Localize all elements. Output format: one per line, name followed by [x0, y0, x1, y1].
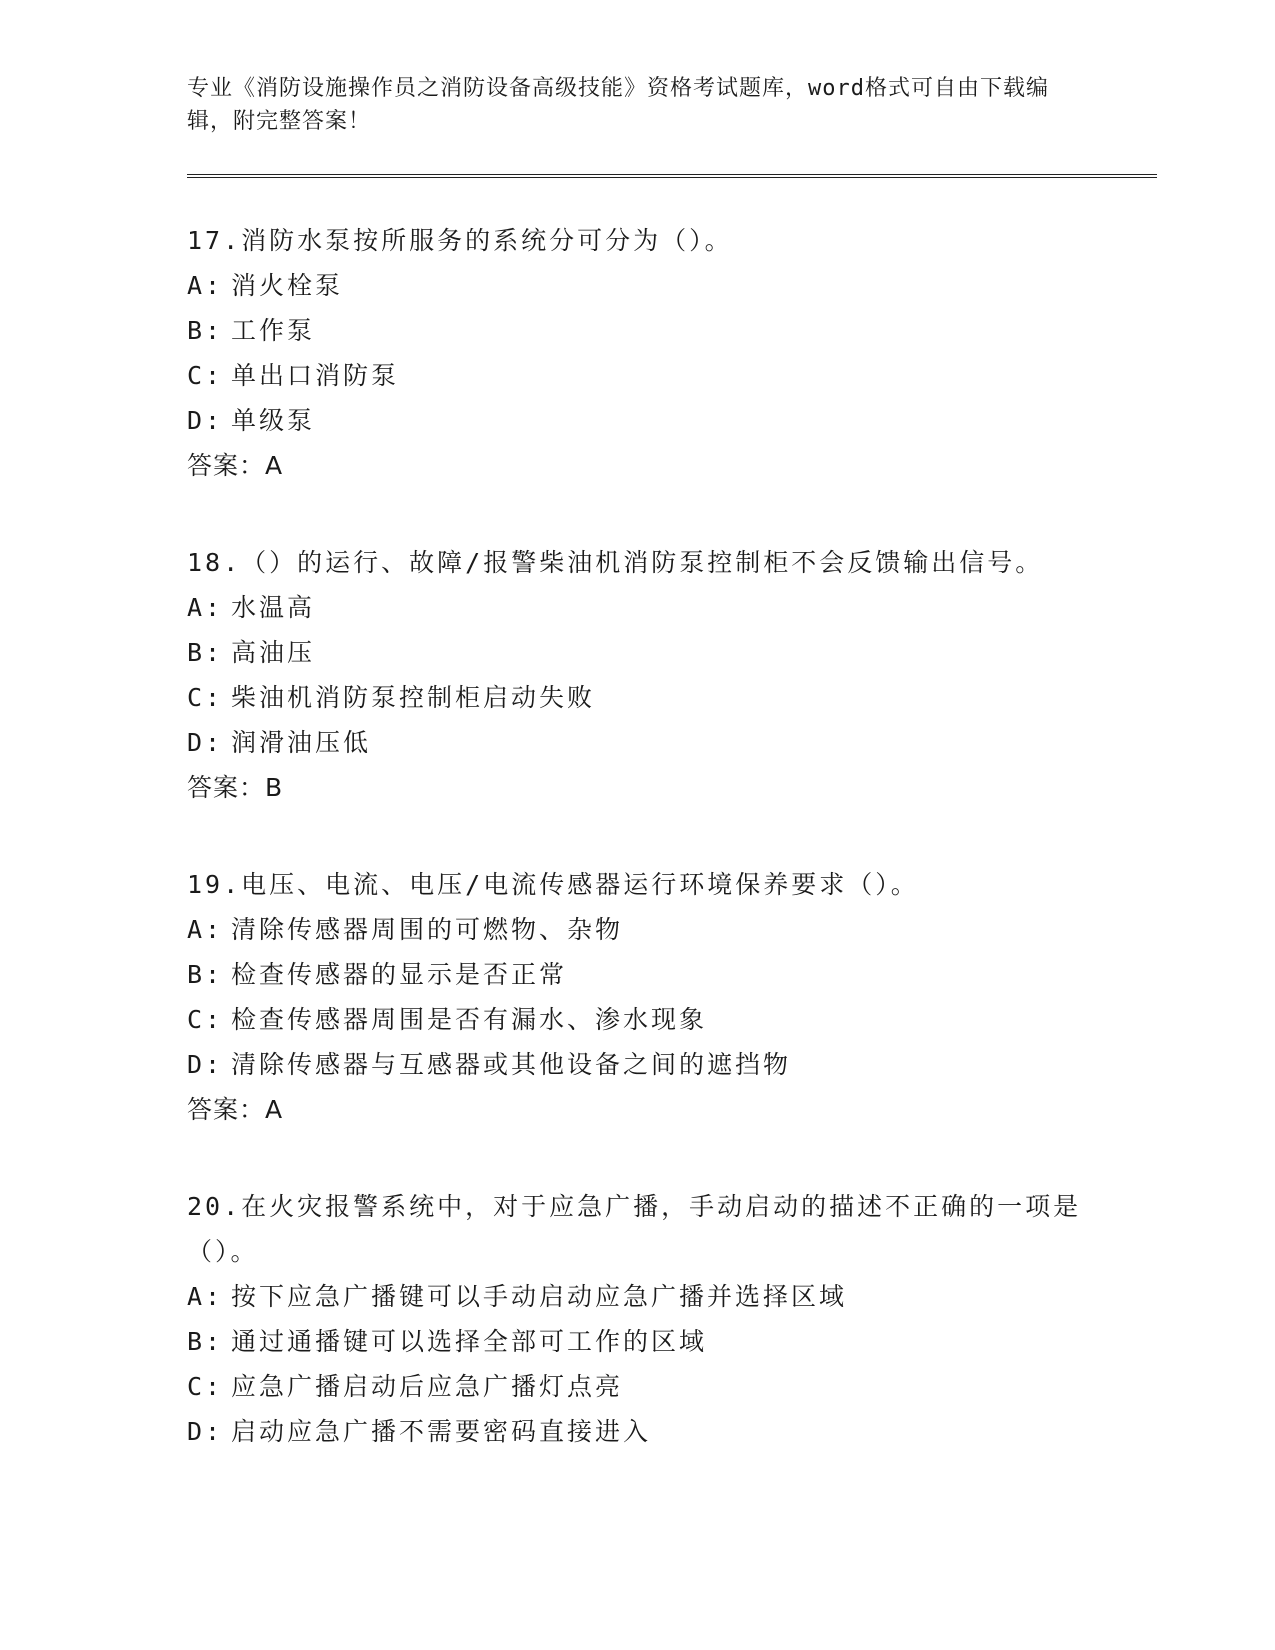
- option-label: B:: [187, 1327, 224, 1356]
- option-c: [187, 1364, 1157, 1409]
- question-stem: 19.电压、电流、电压/电流传感器运行环境保养要求（）。: [187, 870, 919, 899]
- option-text: 按下应急广播键可以手动启动应急广播并选择区域: [231, 1282, 848, 1311]
- option-label: A:: [187, 1282, 224, 1311]
- option-b: [187, 630, 1157, 675]
- option-c: [187, 997, 1157, 1042]
- option-d: [187, 398, 1157, 443]
- option-text: 高油压: [231, 638, 316, 667]
- option-label: C:: [187, 1005, 224, 1034]
- option-text: 消火栓泵: [231, 271, 344, 300]
- option-d: [187, 720, 1157, 765]
- option-a: [187, 907, 1157, 952]
- option-label: D:: [187, 1050, 224, 1079]
- option-label: A:: [187, 271, 224, 300]
- option-text: 工作泵: [231, 316, 316, 345]
- option-text: 通过通播键可以选择全部可工作的区域: [231, 1327, 708, 1356]
- question-20: [187, 1184, 1157, 1454]
- question-stem: 18.（）的运行、故障/报警柴油机消防泵控制柜不会反馈输出信号。: [187, 548, 1044, 577]
- option-label: B:: [187, 316, 224, 345]
- option-label: A:: [187, 915, 224, 944]
- option-text: 检查传感器周围是否有漏水、渗水现象: [231, 1005, 708, 1034]
- header-divider: [187, 174, 1157, 178]
- document-header: 专业《消防设施操作员之消防设备高级技能》资格考试题库，word格式可自由下载编辑，附完整答案！: [187, 76, 1049, 134]
- option-a: [187, 263, 1157, 308]
- question-stem: 17.消防水泵按所服务的系统分可分为（）。: [187, 226, 733, 255]
- option-label: D:: [187, 728, 224, 757]
- option-b: [187, 952, 1157, 997]
- option-c: [187, 675, 1157, 720]
- option-a: [187, 1274, 1157, 1319]
- document-page: [187, 72, 1157, 1506]
- option-text: 润滑油压低: [231, 728, 372, 757]
- option-label: D:: [187, 406, 224, 435]
- answer-line: 答案：A: [187, 1095, 284, 1124]
- answer-line: 答案：B: [187, 773, 284, 802]
- option-b: [187, 1319, 1157, 1364]
- option-b: [187, 308, 1157, 353]
- option-d: [187, 1409, 1157, 1454]
- option-text: 检查传感器的显示是否正常: [231, 960, 568, 989]
- option-text: 单级泵: [231, 406, 316, 435]
- option-text: 柴油机消防泵控制柜启动失败: [231, 683, 596, 712]
- option-label: C:: [187, 1372, 224, 1401]
- option-label: B:: [187, 960, 224, 989]
- option-d: [187, 1042, 1157, 1087]
- question-stem: 20.在火灾报警系统中，对于应急广播，手动启动的描述不正确的一项是（）。: [187, 1192, 1082, 1266]
- option-text: 水温高: [231, 593, 316, 622]
- option-label: C:: [187, 683, 224, 712]
- option-text: 启动应急广播不需要密码直接进入: [231, 1417, 652, 1446]
- option-label: B:: [187, 638, 224, 667]
- question-18: [187, 540, 1157, 810]
- option-text: 清除传感器与互感器或其他设备之间的遮挡物: [231, 1050, 792, 1079]
- question-list: [187, 218, 1157, 1454]
- option-c: [187, 353, 1157, 398]
- option-label: D:: [187, 1417, 224, 1446]
- option-text: 单出口消防泵: [231, 361, 400, 390]
- option-a: [187, 585, 1157, 630]
- option-text: 应急广播启动后应急广播灯点亮: [231, 1372, 624, 1401]
- option-text: 清除传感器周围的可燃物、杂物: [231, 915, 624, 944]
- answer-line: 答案：A: [187, 451, 284, 480]
- option-label: C:: [187, 361, 224, 390]
- question-19: [187, 862, 1157, 1132]
- option-label: A:: [187, 593, 224, 622]
- question-17: [187, 218, 1157, 488]
